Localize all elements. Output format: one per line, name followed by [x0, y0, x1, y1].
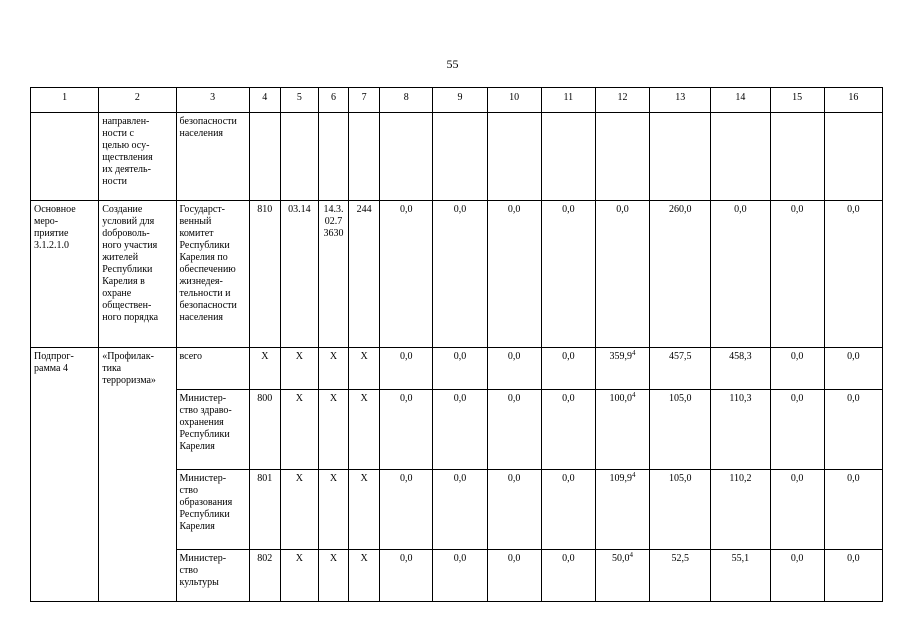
expense-type-cell [349, 201, 380, 348]
amount-cell [711, 201, 770, 348]
responsible-executor-cell [176, 113, 249, 201]
amount-value: 100,0 [609, 392, 633, 404]
header-row [31, 88, 883, 113]
target-article-cell [318, 549, 348, 601]
amount-value: 0,0 [400, 351, 413, 362]
expense-type-cell-text: 244 [356, 204, 372, 215]
column-number: 14 [711, 88, 770, 113]
table-row [31, 113, 883, 201]
ministry-code-cell-text: 802 [257, 552, 273, 564]
amount-cell [824, 469, 882, 549]
amount-cell [541, 113, 595, 201]
amount-cell [770, 113, 824, 201]
footnote-marker: 4 [629, 550, 634, 559]
amount-value: 0,0 [507, 472, 521, 484]
amount-cell [541, 469, 595, 549]
program-code-cell [31, 113, 99, 201]
amount-value: 0,0 [847, 472, 860, 484]
amount-value: 0,0 [453, 552, 467, 564]
program-name-cell-text: «Профилак- тика терроризма» [102, 351, 156, 386]
column-number: 3 [176, 88, 249, 113]
section-code-cell-text: 03.14 [288, 204, 311, 215]
amount-value: 0,0 [507, 552, 521, 564]
table-row [31, 389, 883, 469]
amount-cell [541, 201, 595, 348]
section-code-cell [280, 201, 318, 348]
budget-table [30, 87, 883, 602]
column-number: 8 [380, 88, 433, 113]
amount-value: 0,0 [734, 204, 747, 215]
program-name-cell-text: направлен- ности с целью осу- ществления их деятель- ности [102, 116, 153, 187]
amount-value: 109,9 [609, 472, 633, 484]
amount-value: 0,0 [790, 552, 804, 564]
ministry-code-cell [249, 469, 280, 549]
amount-cell [711, 389, 770, 469]
target-article-cell-text: X [329, 351, 338, 362]
amount-cell [433, 113, 487, 201]
target-article-cell-text: X [329, 472, 338, 484]
column-number: 16 [824, 88, 882, 113]
ministry-code-cell-text: 810 [257, 204, 273, 215]
responsible-executor-cell-text: Государст- венный комитет Республики Карелия по обеспечению жизнедея- тельности и безопасности населения [179, 204, 237, 323]
amount-cell [824, 201, 882, 348]
table-row [31, 348, 883, 390]
amount-cell [595, 469, 649, 549]
program-code-cell [31, 348, 99, 390]
expense-type-cell-text: X [360, 472, 368, 484]
amount-cell [487, 389, 541, 469]
target-article-cell [318, 201, 348, 348]
expense-type-cell [349, 348, 380, 390]
section-code-cell [280, 348, 318, 390]
amount-value: 0,0 [616, 204, 629, 215]
column-number: 10 [487, 88, 541, 113]
expense-type-cell-text: X [360, 351, 368, 362]
program-code-cell [31, 469, 99, 549]
amount-cell [487, 348, 541, 390]
amount-cell [487, 201, 541, 348]
amount-value: 0,0 [562, 552, 575, 564]
amount-cell [711, 469, 770, 549]
footnote-marker: 4 [632, 390, 636, 399]
amount-value: 0,0 [790, 392, 804, 404]
column-number: 2 [99, 88, 176, 113]
program-code-cell [31, 549, 99, 601]
amount-cell [433, 201, 487, 348]
expense-type-cell [349, 469, 380, 549]
amount-cell [650, 469, 711, 549]
amount-cell [824, 113, 882, 201]
amount-value: 458,3 [729, 351, 752, 362]
section-code-cell-text: X [295, 351, 304, 362]
amount-cell [711, 549, 770, 601]
amount-cell [595, 113, 649, 201]
target-article-cell [318, 348, 348, 390]
responsible-executor-cell [176, 389, 249, 469]
program-code-cell [31, 389, 99, 469]
ministry-code-cell [249, 389, 280, 469]
ministry-code-cell [249, 113, 280, 201]
responsible-executor-cell [176, 201, 249, 348]
program-name-cell-text: Создание условий для dоброволь- ного участия жителей Республики Карелия в охране обществен- ного порядка [102, 204, 159, 323]
amount-value: 260,0 [668, 204, 692, 215]
amount-value: 0,0 [400, 392, 413, 404]
program-code-cell [31, 201, 99, 348]
responsible-executor-cell [176, 469, 249, 549]
amount-cell [433, 469, 487, 549]
amount-cell [487, 113, 541, 201]
amount-value: 55,1 [731, 552, 750, 564]
target-article-cell [318, 113, 348, 201]
amount-value: 0,0 [562, 392, 575, 404]
amount-value: 0,0 [453, 392, 467, 404]
amount-cell [770, 201, 824, 348]
expense-type-cell [349, 549, 380, 601]
column-number: 12 [595, 88, 649, 113]
amount-cell [433, 549, 487, 601]
program-name-cell [99, 201, 176, 348]
amount-value: 110,3 [729, 392, 752, 404]
column-number: 9 [433, 88, 487, 113]
column-number: 5 [280, 88, 318, 113]
amount-cell [650, 549, 711, 601]
amount-value: 0,0 [847, 552, 860, 564]
amount-value: 50,0 [612, 552, 630, 564]
program-name-cell [99, 389, 176, 469]
responsible-executor-cell-text: Министер- ство здраво- охранения Республики Карелия [179, 392, 232, 452]
amount-value: 0,0 [453, 204, 467, 215]
section-code-cell [280, 549, 318, 601]
amount-value: 0,0 [562, 472, 575, 484]
column-number: 4 [249, 88, 280, 113]
column-number: 11 [541, 88, 595, 113]
amount-cell [824, 389, 882, 469]
ministry-code-cell [249, 549, 280, 601]
responsible-executor-cell-text: Министер- ство образования Республики Карелия [179, 472, 233, 532]
amount-value: 0,0 [400, 472, 413, 484]
amount-value: 0,0 [847, 392, 860, 404]
responsible-executor-cell [176, 348, 249, 390]
target-article-cell-text: 14.3. 02.7 3630 [323, 204, 344, 239]
amount-cell [380, 113, 433, 201]
expense-type-cell-text: X [360, 392, 368, 404]
amount-value: 0,0 [790, 472, 804, 484]
amount-cell [380, 469, 433, 549]
amount-cell [711, 348, 770, 390]
column-number: 13 [650, 88, 711, 113]
ministry-code-cell-text: X [261, 351, 269, 362]
amount-value: 0,0 [562, 204, 575, 215]
page-number: 55 [446, 57, 459, 71]
amount-cell [541, 348, 595, 390]
amount-cell [595, 348, 649, 390]
amount-value: 0,0 [400, 204, 413, 215]
ministry-code-cell [249, 348, 280, 390]
table-body [31, 113, 883, 602]
amount-cell [650, 348, 711, 390]
target-article-cell-text: X [329, 392, 338, 404]
amount-cell [770, 348, 824, 390]
ministry-code-cell [249, 201, 280, 348]
amount-cell [380, 549, 433, 601]
amount-value: 0,0 [400, 552, 413, 564]
amount-cell [650, 113, 711, 201]
amount-cell [824, 348, 882, 390]
amount-value: 0,0 [562, 351, 575, 362]
footnote-marker: 4 [632, 349, 636, 357]
amount-cell [711, 113, 770, 201]
amount-cell [487, 549, 541, 601]
amount-value: 105,0 [668, 392, 692, 404]
amount-value: 0,0 [453, 351, 467, 362]
amount-cell [541, 549, 595, 601]
responsible-executor-cell-text: безопасности населения [179, 116, 237, 139]
amount-cell [650, 389, 711, 469]
amount-value: 457,5 [668, 351, 692, 362]
amount-value: 0,0 [507, 351, 521, 362]
section-code-cell-text: X [295, 552, 304, 564]
column-number: 6 [318, 88, 348, 113]
table-row [31, 469, 883, 549]
amount-cell [380, 389, 433, 469]
amount-cell [770, 389, 824, 469]
program-code-cell-text: Основное меро- приятие 3.1.2.1.0 [34, 204, 76, 251]
table-row [31, 549, 883, 601]
amount-value: 0,0 [507, 204, 521, 215]
amount-cell [824, 549, 882, 601]
column-number: 7 [349, 88, 380, 113]
amount-value: 359,9 [609, 351, 633, 362]
expense-type-cell [349, 389, 380, 469]
amount-cell [595, 549, 649, 601]
responsible-executor-cell-text: всего [179, 351, 203, 362]
column-number: 15 [770, 88, 824, 113]
section-code-cell [280, 469, 318, 549]
amount-cell [487, 469, 541, 549]
table-row [31, 201, 883, 348]
amount-value: 0,0 [790, 351, 804, 362]
section-code-cell [280, 389, 318, 469]
ministry-code-cell-text: 800 [257, 392, 273, 404]
target-article-cell-text: X [329, 552, 338, 564]
expense-type-cell-text: X [360, 552, 368, 564]
amount-value: 105,0 [668, 472, 692, 484]
amount-cell [770, 549, 824, 601]
amount-cell [595, 389, 649, 469]
amount-cell [380, 201, 433, 348]
amount-value: 0,0 [847, 351, 860, 362]
responsible-executor-cell [176, 549, 249, 601]
amount-cell [433, 348, 487, 390]
expense-type-cell [349, 113, 380, 201]
amount-value: 0,0 [507, 392, 521, 404]
amount-value: 52,5 [671, 552, 689, 564]
responsible-executor-cell-text: Министер- ство культуры [179, 552, 227, 588]
amount-cell [595, 201, 649, 348]
ministry-code-cell-text: 801 [257, 472, 273, 484]
amount-cell [650, 201, 711, 348]
amount-value: 0,0 [453, 472, 467, 484]
section-code-cell [280, 113, 318, 201]
footnote-marker: 4 [632, 470, 636, 479]
amount-cell [541, 389, 595, 469]
section-code-cell-text: X [295, 472, 304, 484]
target-article-cell [318, 389, 348, 469]
column-number: 1 [31, 88, 99, 113]
target-article-cell [318, 469, 348, 549]
program-name-cell [99, 113, 176, 201]
program-name-cell [99, 549, 176, 601]
amount-value: 0,0 [790, 204, 804, 215]
amount-value: 0,0 [847, 204, 860, 215]
section-code-cell-text: X [295, 392, 304, 404]
program-name-cell [99, 348, 176, 390]
program-name-cell [99, 469, 176, 549]
amount-value: 110,2 [729, 472, 752, 484]
amount-cell [380, 348, 433, 390]
amount-cell [770, 469, 824, 549]
amount-cell [433, 389, 487, 469]
program-code-cell-text: Подпрог- рамма 4 [34, 351, 74, 374]
